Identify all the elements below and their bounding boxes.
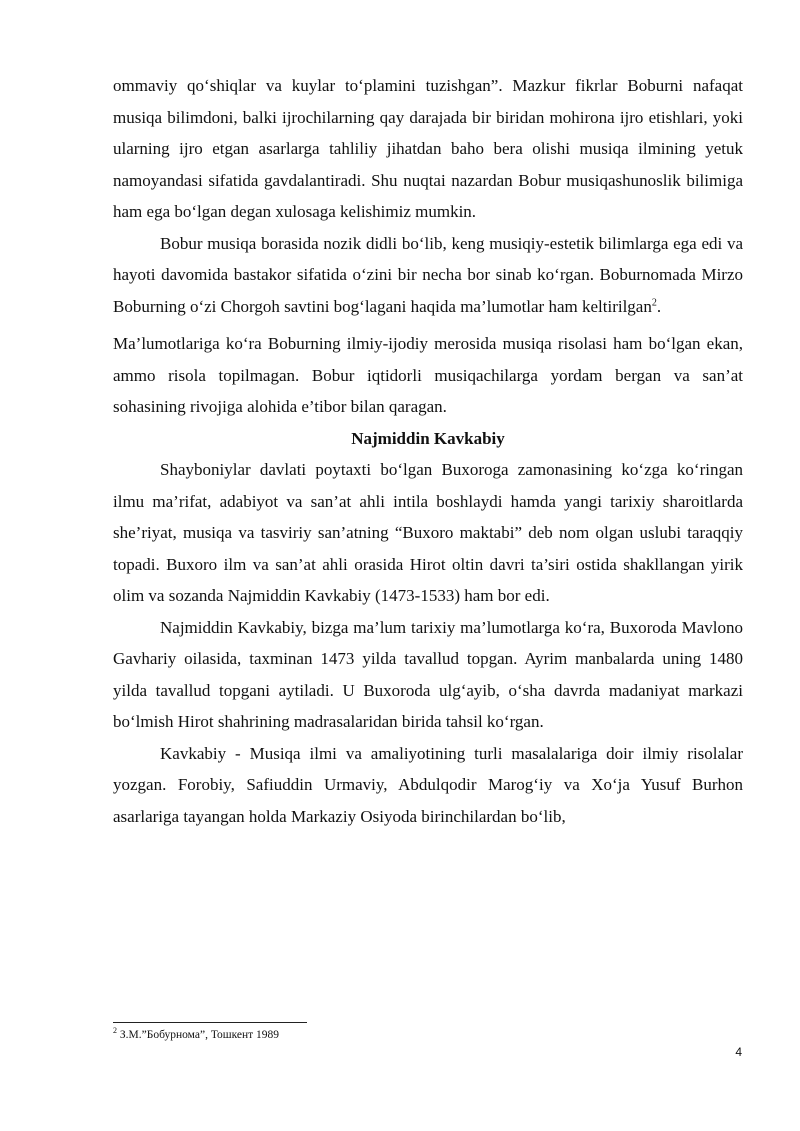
page-number: 4: [735, 1045, 742, 1059]
paragraph-2: [113, 228, 743, 323]
paragraph-1: ommaviy qo‘shiqlar va kuylar to‘plamini tuzishgan”. Mazkur fikrlar Boburni nafaqat musiqa bilimdoni, balki ijrochilarning qay darajada bir biridan mohirona ijro etishlari, yoki ularning ijro etgan asarlarga tahliliy jihatdan baho bera olishi musiqa ilmining yetuk namoyandasi sifatida gavdalantiradi. Shu nuqtai nazardan Bobur musiqashunoslik bilimiga ham ega bo‘lgan degan xulosaga kelishimiz mumkin.: [113, 76, 743, 221]
footnote-text: З.М.”Бобурнома”, Тошкент 1989: [117, 1029, 280, 1041]
paragraph-3: Ma’lumotlariga ko‘ra Boburning ilmiy-ijodiy merosida musiqa risolasi ham bo‘lgan ekan, ammo risola topilmagan. Bobur iqtidorli musiqachilarga yordam bergan va san’at sohasining rivojiga alohida e’tibor bilan qaragan.: [113, 334, 743, 416]
paragraph-6: Kavkabiy - Musiqa ilmi va amaliyotining turli masalalariga doir ilmiy risolalar yozgan. Forobiy, Safiuddin Urmaviy, Abdulqodir Marog‘iy va Xo‘ja Yusuf Burhon asarlariga tayangan holda Markaziy Osiyoda birinchilardan bo‘lib,: [113, 743, 743, 826]
paragraph-4: Shayboniylar davlati poytaxti bo‘lgan Buxoroga zamonasining ko‘zga ko‘ringan ilmu ma’rifat, adabiyot va san’at ahli intila boshlaydi hamda yangi tarixiy sharoitlarda she’riyat, musiqa va tasviriy san’atning “Buxoro maktabi” deb nom olgan uslubi taraqqiy topadi. Buxoro ilm va san’at ahli orasida Hirot oltin davri ta’siri ostida shakllangan yirik olim va sozanda Najmiddin Kavkabiy (1473-1533) ham bor edi.: [113, 460, 743, 605]
paragraph-5: Najmiddin Kavkabiy, bizga ma’lum tarixiy ma’lumotlarga ko‘ra, Buxoroda Mavlono Gavhariy oilasida, taxminan 1473 yilda tavallud topgan. Ayrim manbalarda uning 1480 yilda tavallud topgani aytiladi. U Buxoroda ulg‘ayib, o‘sha davrda madaniyat markazi bo‘lmish Hirot shahrining madrasalaridan birida tahsil ko‘rgan.: [113, 617, 743, 731]
section-heading: Najmiddin Kavkabiy: [351, 428, 505, 448]
footnote-marker: 2: [113, 1026, 117, 1036]
paragraph-2-text: Bobur musiqa borasida nozik didli bo‘lib, keng musiqiy-estetik bilimlarga ega edi va hayoti davomida bastakor sifatida o‘zini bir necha bor sinab ko‘rgan. Boburnomada Mirzo Boburning o‘zi Chorgoh savtini bog‘lagani haqida ma’lumotlar ham keltirilgan: [113, 233, 743, 316]
footnote: [113, 1028, 513, 1043]
paragraph-2-end: .: [656, 296, 662, 316]
footnote-reference[interactable]: 2: [651, 296, 657, 308]
main-text: [113, 70, 743, 832]
footnote-separator: [113, 1022, 307, 1023]
